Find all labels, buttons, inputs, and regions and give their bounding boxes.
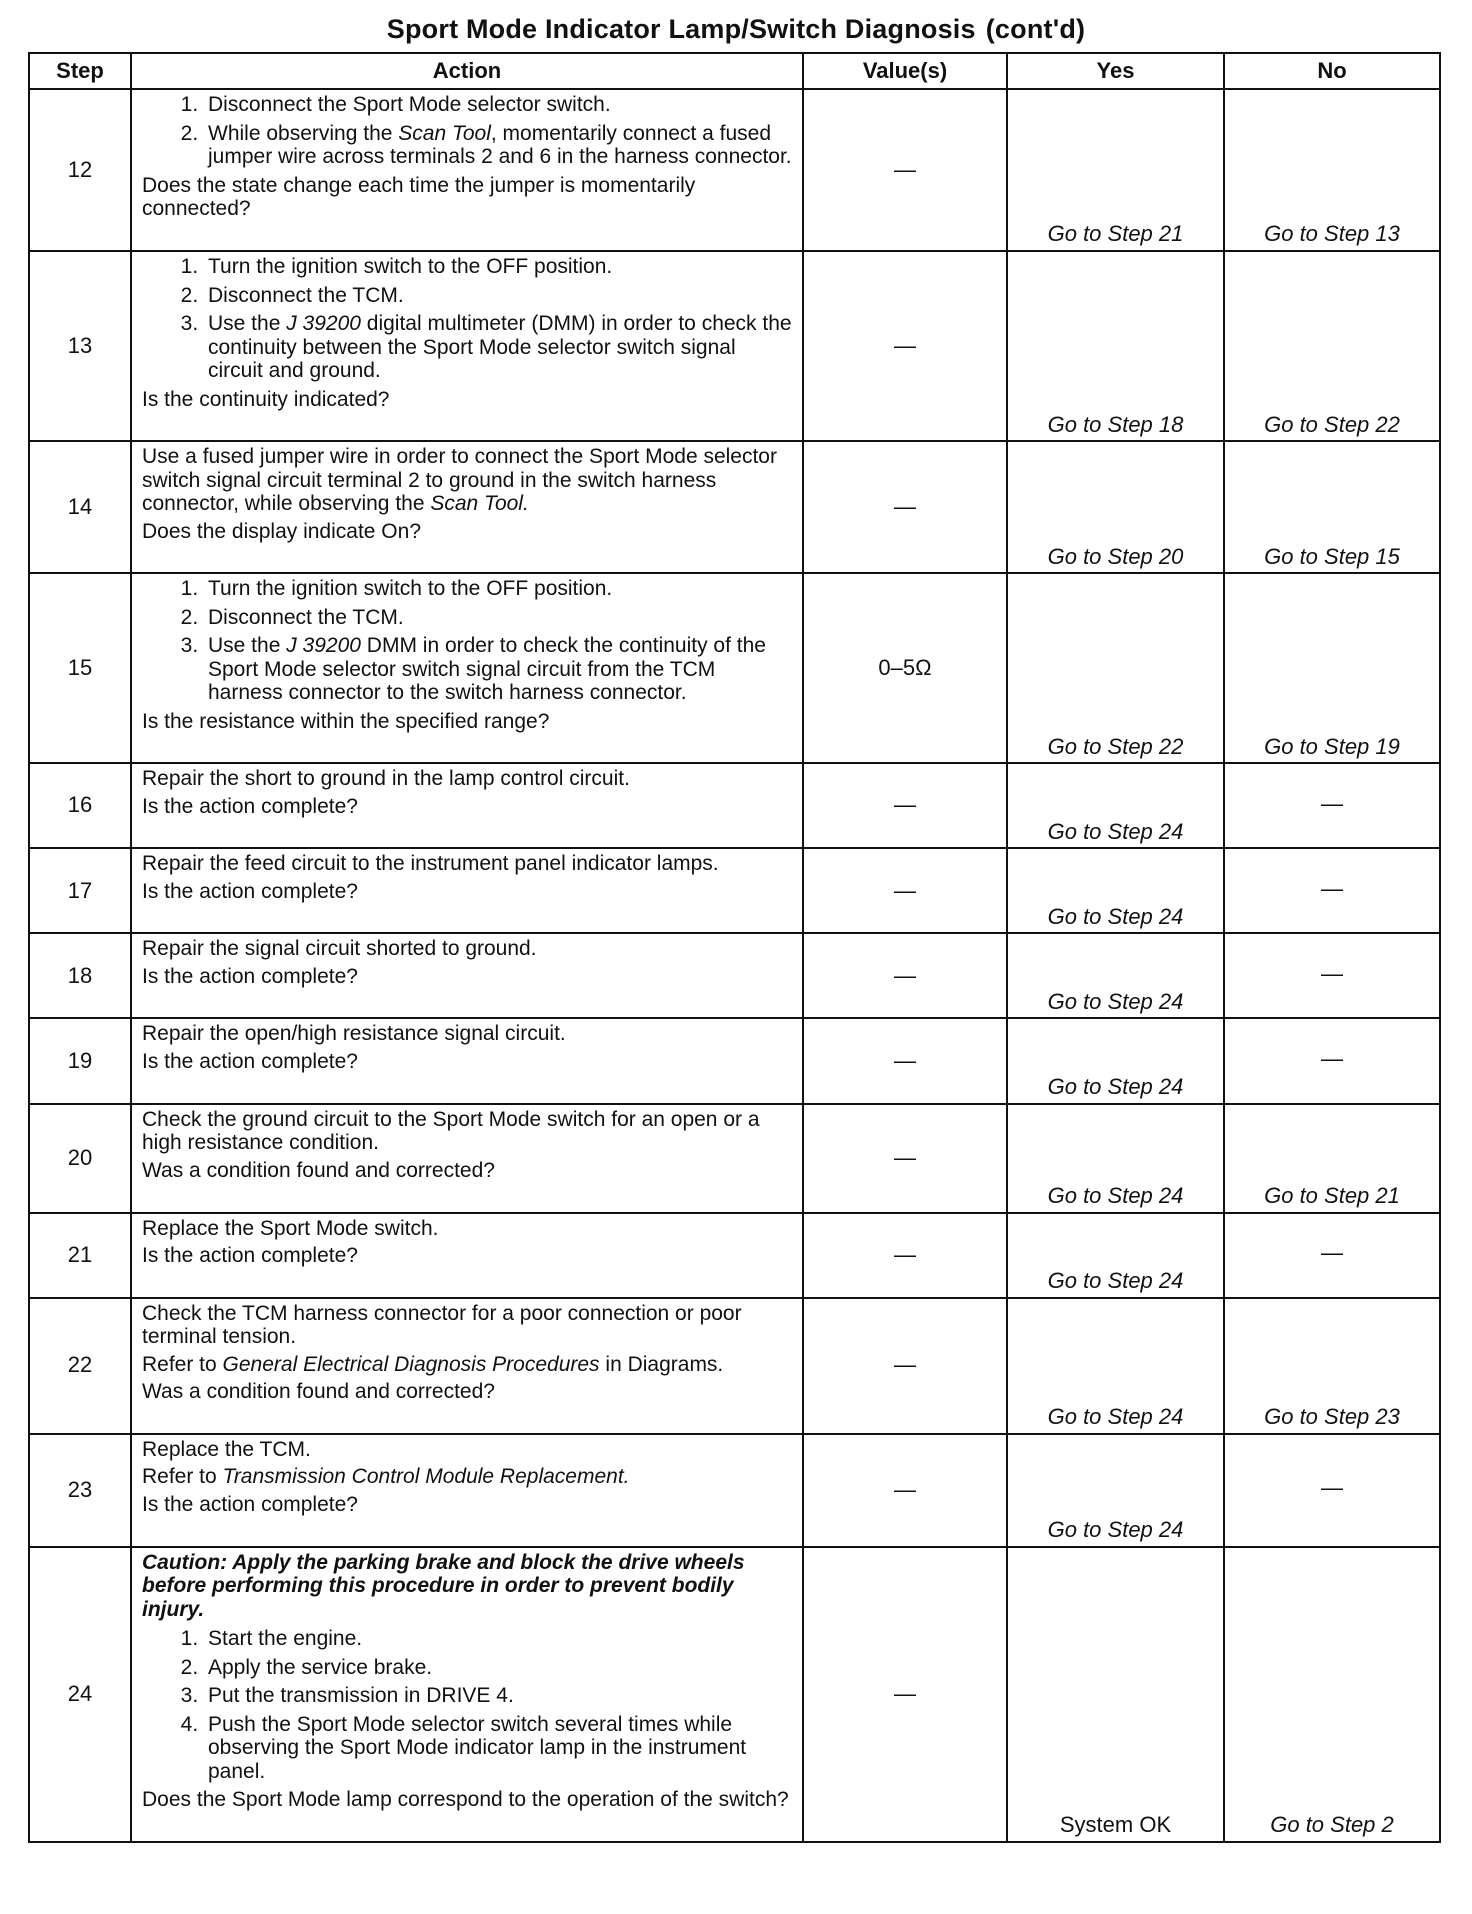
action-cell [131,1104,803,1213]
substep-item [204,284,792,308]
text-run: Use the [208,634,287,658]
action-text [142,852,792,876]
step-number: 20 [29,1104,131,1213]
yes-result: Go to Step 24 [1007,933,1224,1018]
text-run: DMM in order to check the continuity of the Sport Mode selector switch signal circuit from the TCM harness connector to the switch harness connector. [208,634,766,705]
text-run: Repair the feed circuit to the instrument panel indicator lamps. [142,852,719,876]
value-cell: — [803,1213,1007,1298]
table-row [29,1434,1440,1547]
action-text [142,1353,792,1377]
text-run: Turn the ignition switch to the OFF position. [208,255,613,279]
action-cell [131,1213,803,1298]
substep-list [142,1627,792,1783]
substep-list [142,577,792,705]
yes-result: Go to Step 21 [1007,89,1224,251]
step-number: 18 [29,933,131,1018]
substep-item [204,1656,792,1680]
table-header-row [29,53,1440,89]
table-row [29,1104,1440,1213]
header-values: Value(s) [803,53,1007,89]
action-cell [131,1547,803,1842]
text-run: Use a fused jumper wire in order to connect the Sport Mode selector switch signal circuit terminal 2 to ground in the switch harness connector, while observing the [142,445,777,516]
value-cell: — [803,1298,1007,1434]
value-cell: — [803,89,1007,251]
text-run: While observing the [208,121,399,145]
caution-note: Caution: Apply the parking brake and block the drive wheels before performing this procedure in order to prevent bodily injury. [142,1550,745,1621]
action-question: Is the action complete? [142,1049,358,1073]
text-run: Disconnect the Sport Mode selector switch. [208,93,611,116]
action-question: Was a condition found and corrected? [142,1380,495,1404]
table-row [29,1213,1440,1298]
step-number: 15 [29,573,131,763]
text-run: Apply the service brake. [208,1655,433,1679]
no-result: Go to Step 22 [1224,251,1440,441]
text-run: Turn the ignition switch to the OFF position. [208,577,613,601]
no-result: Go to Step 13 [1224,89,1440,251]
action-question: Is the action complete? [142,964,358,988]
table-row [29,1547,1440,1842]
yes-result: Go to Step 22 [1007,573,1224,763]
yes-result: Go to Step 24 [1007,848,1224,933]
step-number: 12 [29,89,131,251]
value-cell: — [803,251,1007,441]
table-row [29,89,1440,251]
substep-item [204,634,792,705]
no-result: Go to Step 15 [1224,441,1440,573]
substep-item [204,122,792,169]
step-number: 13 [29,251,131,441]
action-cell [131,1434,803,1547]
text-run: Repair the short to ground in the lamp control circuit. [142,767,630,791]
page-title [0,14,1472,45]
text-run: Replace the Sport Mode switch. [142,1216,439,1240]
substep-item [204,1627,792,1651]
step-number: 14 [29,441,131,573]
table-body [29,89,1440,1842]
action-text [142,1217,792,1241]
text-run: digital multimeter (DMM) in order to check the continuity between the Sport Mode selector switch signal circuit and ground. [208,312,792,383]
yes-result: Go to Step 18 [1007,251,1224,441]
no-result: — [1224,848,1440,933]
value-cell: — [803,441,1007,573]
value-cell: — [803,1434,1007,1547]
table-row [29,848,1440,933]
value-cell: — [803,763,1007,848]
yes-result: Go to Step 24 [1007,1298,1224,1434]
table-row [29,1018,1440,1103]
yes-result: Go to Step 24 [1007,1213,1224,1298]
action-text [142,937,792,961]
action-cell [131,763,803,848]
step-number: 19 [29,1018,131,1103]
action-cell [131,251,803,441]
substep-list [142,93,792,169]
substep-item [204,1684,792,1708]
action-cell [131,441,803,573]
italic-reference: Scan Tool [398,121,491,145]
italic-reference: J 39200 [286,312,361,336]
substep-item [204,255,792,279]
text-run: in Diagrams. [599,1352,724,1376]
action-cell [131,1018,803,1103]
text-run: Replace the TCM. [142,1437,311,1461]
text-run: Repair the signal circuit shorted to ground. [142,937,537,961]
action-cell [131,1298,803,1434]
header-yes: Yes [1007,53,1224,89]
no-result: Go to Step 19 [1224,573,1440,763]
action-text [142,1465,792,1489]
action-question: Does the state change each time the jumper is momentarily connected? [142,173,696,221]
action-question: Is the action complete? [142,1492,358,1516]
no-result: Go to Step 21 [1224,1104,1440,1213]
header-no: No [1224,53,1440,89]
action-text [142,1438,792,1462]
yes-result: System OK [1007,1547,1224,1842]
value-cell: — [803,1547,1007,1842]
action-text [142,767,792,791]
no-result: — [1224,1434,1440,1547]
text-run: Put the transmission in DRIVE 4. [208,1684,514,1708]
yes-result: Go to Step 24 [1007,1018,1224,1103]
text-run: Disconnect the TCM. [208,283,404,307]
action-question: Is the action complete? [142,879,358,903]
substep-item [204,577,792,601]
action-question: Is the action complete? [142,794,358,818]
italic-reference: Transmission Control Module Replacement. [222,1465,630,1489]
header-action: Action [131,53,803,89]
action-cell [131,89,803,251]
no-result: — [1224,1213,1440,1298]
substep-list [142,255,792,383]
step-number: 17 [29,848,131,933]
action-question: Is the action complete? [142,1244,358,1268]
value-cell: — [803,1104,1007,1213]
text-run: Refer to [142,1465,223,1489]
text-run: Use the [208,312,287,336]
italic-reference: General Electrical Diagnosis Procedures [222,1352,600,1376]
text-run: Check the ground circuit to the Sport Mode switch for an open or a high resistance condition. [142,1107,760,1155]
title-text: Sport Mode Indicator Lamp/Switch Diagnosis [386,14,976,44]
table-row [29,763,1440,848]
italic-reference: Scan Tool. [430,492,529,516]
text-run: Disconnect the TCM. [208,605,404,629]
table-row [29,1298,1440,1434]
action-question: Was a condition found and corrected? [142,1158,495,1182]
action-question: Is the resistance within the specified range? [142,709,550,733]
italic-reference: J 39200 [286,634,361,658]
table-row [29,933,1440,1018]
substep-item [204,93,792,117]
action-question: Does the Sport Mode lamp correspond to the operation of the switch? [142,1788,789,1812]
yes-result: Go to Step 20 [1007,441,1224,573]
yes-result: Go to Step 24 [1007,1104,1224,1213]
yes-result: Go to Step 24 [1007,1434,1224,1547]
header-step: Step [29,53,131,89]
action-question: Is the continuity indicated? [142,387,390,411]
no-result: Go to Step 2 [1224,1547,1440,1842]
title-suffix: (cont'd) [985,14,1086,44]
action-text [142,445,792,516]
value-cell: — [803,1018,1007,1103]
value-cell: — [803,848,1007,933]
text-run: , momentarily connect a fused jumper wire across terminals 2 and 6 in the harness connector. [208,121,792,169]
action-cell [131,848,803,933]
substep-item [204,1713,792,1784]
table-row [29,441,1440,573]
text-run: Push the Sport Mode selector switch several times while observing the Sport Mode indicator lamp in the instrument panel. [208,1712,747,1783]
table-row [29,573,1440,763]
table-row [29,251,1440,441]
step-number: 21 [29,1213,131,1298]
step-number: 22 [29,1298,131,1434]
text-run: Refer to [142,1352,223,1376]
no-result: Go to Step 23 [1224,1298,1440,1434]
step-number: 24 [29,1547,131,1842]
action-cell [131,573,803,763]
value-cell: 0–5Ω [803,573,1007,763]
action-text [142,1022,792,1046]
action-question: Does the display indicate On? [142,519,421,543]
substep-item [204,606,792,630]
action-text [142,1302,792,1349]
no-result: — [1224,763,1440,848]
substep-item [204,312,792,383]
text-run: Repair the open/high resistance signal circuit. [142,1022,566,1046]
step-number: 23 [29,1434,131,1547]
no-result: — [1224,933,1440,1018]
diagnosis-table [28,52,1441,1843]
action-text [142,1108,792,1155]
text-run: Check the TCM harness connector for a poor connection or poor terminal tension. [142,1301,742,1349]
text-run: Start the engine. [208,1627,363,1651]
yes-result: Go to Step 24 [1007,763,1224,848]
no-result: — [1224,1018,1440,1103]
value-cell: — [803,933,1007,1018]
step-number: 16 [29,763,131,848]
action-cell [131,933,803,1018]
